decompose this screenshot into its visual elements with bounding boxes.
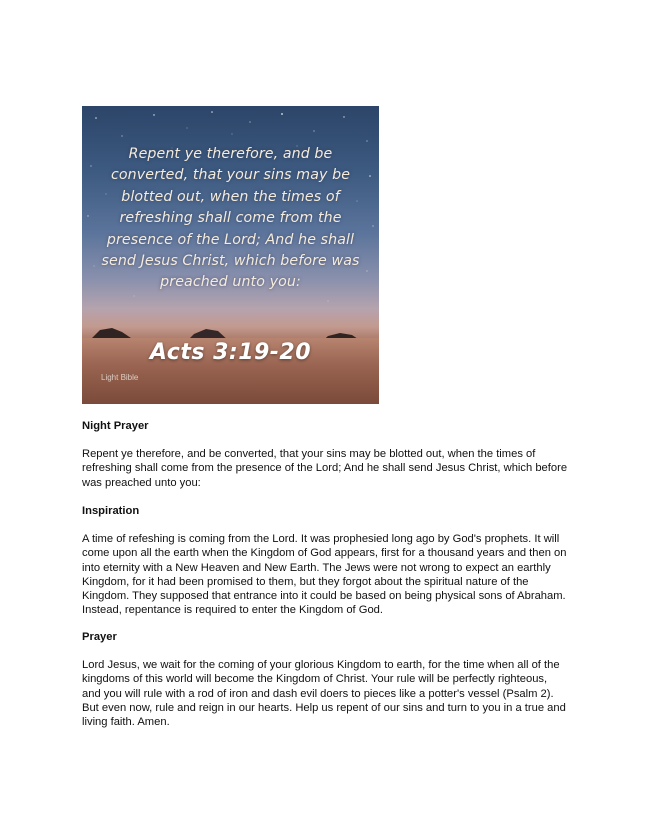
prayer-heading: Prayer bbox=[82, 631, 117, 643]
brand-label: Light Bible bbox=[101, 373, 139, 382]
verse-text: Repent ye therefore, and be converted, that your sins may be blotted out, when the times of refreshing shall come from the presence of the Lord; And he shall send Jesus Christ, which before was preached unto you: bbox=[101, 146, 360, 291]
night-prayer-heading: Night Prayer bbox=[82, 420, 149, 432]
inspiration-heading: Inspiration bbox=[82, 505, 140, 517]
night-prayer-text: Repent ye therefore, and be converted, that your sins may be blotted out, when the times of refreshing shall come from the presence of the Lord; And he shall send Jesus Christ, which before was preached unto you: bbox=[82, 448, 568, 489]
verse-reference: Acts 3:19-20 bbox=[149, 340, 312, 365]
inspiration-text: A time of refeshing is coming from the Lord. It was prophesied long ago by God's prophets. It will come upon all the earth when the Kingdom of God appears, first for a thousand years and then on into eternity with a New Heaven and New Earth. The Jews were not wrong to expect an earthly Kingdom, for it had been promised to them, but they forgot about the spiritual nature of the Kingdom. They supposed that entrance into it could be based on being physical sons of Abraham. Instead, repentance is required to enter the Kingdom of God. bbox=[82, 533, 567, 617]
verse-image bbox=[82, 106, 379, 404]
prayer-text: Lord Jesus, we wait for the coming of your glorious Kingdom to earth, for the time when all of the kingdoms of this world will become the Kingdom of Christ. Your rule will be perfectly righteous, and you will rule with a rod of iron and dash evil doers to pieces like a potter's vessel (Psalm 2). But even now, rule and reign in our hearts. Help us repent of our sins and turn to you in a true and living faith. Amen. bbox=[82, 659, 566, 729]
